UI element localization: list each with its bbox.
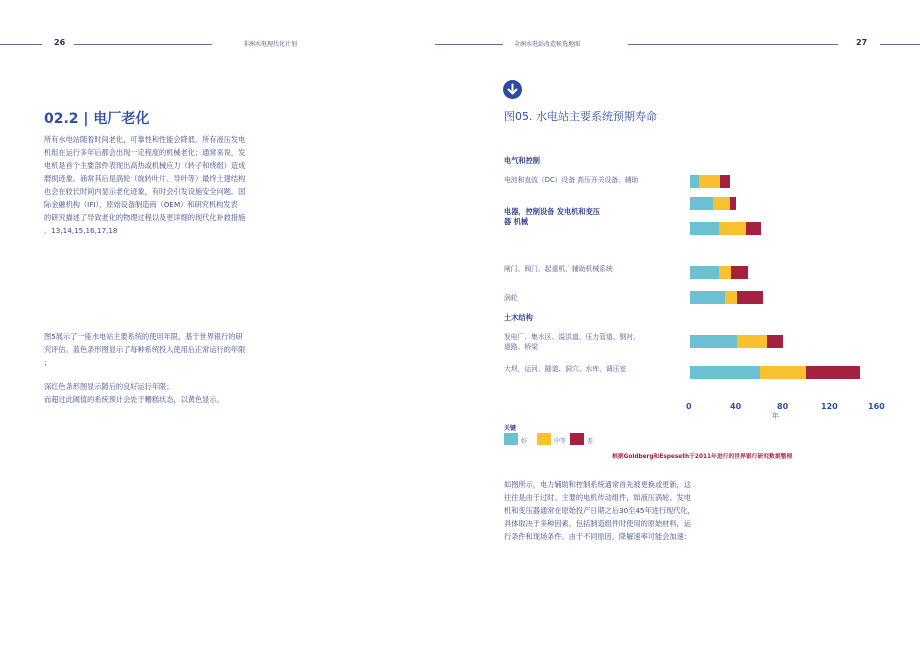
text-line: 究评估。蓝色条形图显示了每种系统投入使用后正常运行的年限 bbox=[44, 345, 246, 354]
text-line: 如图所示，电力辅助和控制系统通常首先被更换或更新，这 bbox=[504, 480, 691, 489]
row1-bar-medium bbox=[699, 175, 720, 188]
row3-bar-good bbox=[690, 222, 719, 235]
key-label-poor: 差 bbox=[587, 438, 594, 445]
category-civil-structures: 土木结构 bbox=[504, 313, 533, 322]
text-line: 机组在运行多年后都会出现一定程度的机械老化；通常来说，发 bbox=[44, 148, 246, 157]
row3-bar-medium bbox=[719, 222, 746, 235]
row7-bar-good bbox=[690, 366, 760, 379]
row-label-powerhouse-penstocks: 发电厂、集水区、溢洪道、压力管道、钢衬、 道路、桥梁 bbox=[504, 333, 640, 351]
text-line: 所有水电站随着时间老化，可靠性和性能会降低。所有液压发电 bbox=[44, 135, 246, 144]
row-label-batteries-dc: 电池和直流（DC）设备 高压开关设备、辅助 bbox=[504, 176, 639, 184]
x-tick-label: 40 bbox=[730, 402, 742, 411]
text-line: 磨损迹象。涌常其后是涡轮（旋转叶片、导叶等）最终土建结构 bbox=[44, 174, 246, 183]
text-line: 深红色条形图显示随后的良好运行年限； bbox=[44, 382, 174, 391]
text-line: 的研究描述了导致老化的物理过程以及更详细的现代化补救措施 bbox=[44, 213, 246, 222]
header-rule-left-2 bbox=[74, 44, 212, 45]
row4-bar-poor bbox=[731, 266, 748, 279]
text-line: 机和变压器通常在原始投产日期之后30至45年进行现代化， bbox=[504, 506, 695, 515]
left-running-title: 非洲水电现代化计划 bbox=[243, 41, 298, 48]
row6-bar-good bbox=[690, 335, 737, 348]
row1-bar-good bbox=[690, 175, 699, 188]
figure-intro-paragraph bbox=[44, 330, 294, 369]
key-swatch-poor bbox=[570, 433, 584, 445]
key-swatch-medium bbox=[537, 433, 551, 445]
figure-source: 根据Goldberg和Espeseth于2011年进行的世界银行研究数据整理 bbox=[612, 454, 793, 460]
right-page-number: 27 bbox=[856, 38, 868, 47]
row-label-control-generators: 电器，控制设备 发电机和变压 器 机械 bbox=[504, 207, 600, 226]
row6-bar-poor bbox=[767, 335, 783, 348]
row5-bar-medium bbox=[725, 291, 737, 304]
key-label-medium: 中等 bbox=[554, 438, 567, 445]
text-line: 际金融机构（IFI）、原始设备制造商（OEM）和研究机构发表 bbox=[44, 200, 238, 209]
row-label-turbines: 涡轮 bbox=[504, 294, 518, 302]
x-axis-label: 年 bbox=[772, 412, 779, 420]
row7-bar-poor bbox=[806, 366, 859, 379]
row5-bar-poor bbox=[737, 291, 764, 304]
right-running-title: 全洲水电站改造候选地图 bbox=[514, 41, 581, 48]
key-label-good: 好 bbox=[521, 438, 528, 445]
key-swatch-good bbox=[504, 433, 518, 445]
header-rule-left-1 bbox=[0, 44, 42, 45]
text-line: 往往是由于过时。主要的电机传动组件，如液压涡轮、发电 bbox=[504, 493, 691, 502]
category-electrical-control: 电气和控制 bbox=[504, 156, 540, 165]
x-tick-label: 120 bbox=[821, 402, 838, 411]
row2-bar-medium bbox=[713, 197, 729, 210]
text-line: ； bbox=[44, 358, 52, 367]
text-line: 行条件和现场条件。由于不同原因，降解速率可能会加速： bbox=[504, 532, 691, 541]
text-line: 而超过此阈值的系统预计会处于糟糕状态，以黄色显示。 bbox=[44, 395, 224, 404]
text-line: 具体取决于多种因素，包括制造组件时使用的原始材料，运 bbox=[504, 519, 691, 528]
key-title: 关键 bbox=[504, 425, 517, 432]
figure-title: 图05. 水电站主要系统预期寿命 bbox=[504, 110, 657, 123]
section-title: 02.2 | 电厂老化 bbox=[44, 111, 150, 127]
color-legend-paragraph bbox=[44, 380, 294, 406]
text-line: 也会在较长时间内显示老化迹象，有时会引发设施安全问题。国 bbox=[44, 187, 246, 196]
row1-bar-poor bbox=[720, 175, 729, 188]
figure-discussion-paragraph bbox=[504, 478, 744, 543]
header-rule-center bbox=[435, 44, 503, 45]
row2-bar-poor bbox=[730, 197, 737, 210]
text-line: 电机是首个主要部件表现出高热或机械应力（转子和绕组）造成 bbox=[44, 161, 246, 170]
row-label-dams-tunnels: 大坝，运河、隧道、洞穴、水库、调压室 bbox=[504, 365, 627, 373]
row5-bar-good bbox=[690, 291, 725, 304]
row2-bar-good bbox=[690, 197, 713, 210]
arrow-down-circle-icon bbox=[503, 80, 522, 99]
row6-bar-medium bbox=[737, 335, 767, 348]
text-line: 。13,14,15,16,17,18 bbox=[44, 226, 118, 235]
row7-bar-medium bbox=[760, 366, 807, 379]
header-rule-right-2 bbox=[880, 44, 920, 45]
x-tick-label: 160 bbox=[868, 402, 885, 411]
x-tick-label: 80 bbox=[777, 402, 789, 411]
row3-bar-poor bbox=[746, 222, 761, 235]
header-rule-right-1 bbox=[628, 44, 838, 45]
aging-paragraph bbox=[44, 133, 294, 237]
x-tick-label: 0 bbox=[686, 402, 692, 411]
row-label-gates-valves: 闸门、阀门、起重机、辅助机械系统 bbox=[504, 265, 613, 273]
row4-bar-medium bbox=[719, 266, 731, 279]
left-page-number: 26 bbox=[54, 38, 66, 47]
row4-bar-good bbox=[690, 266, 719, 279]
text-line: 图5展示了一座水电站主要系统的使用年限，基于世界银行的研 bbox=[44, 332, 243, 341]
